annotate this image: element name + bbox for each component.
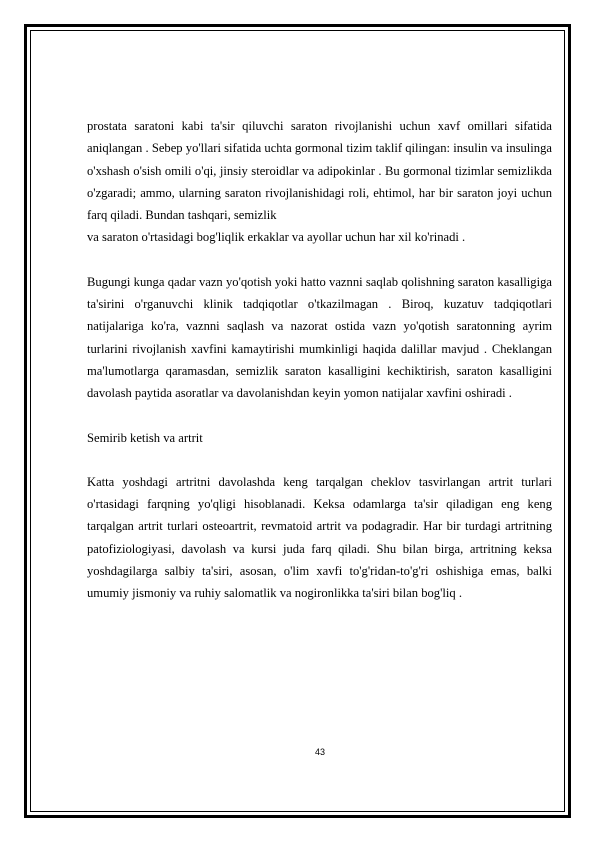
paragraph-spacer xyxy=(87,449,552,471)
paragraph-risk-factors: prostata saratoni kabi ta'sir qiluvchi saraton rivojlanishi uchun xavf omillari sifatida aniqlangan . Sebep yo'llari sifatida uchta gormonal tizim taklif qilingan: insulin va insulinga o'xshash o'sish omili o'qi, jinsiy steroidlar va adipokinlar . Bu gormonal tizimlar semizlikda o'zgaradi; ammo, ularning saraton rivojlanishidagi roli, ehtimol, har bir saraton joyi uchun farq qiladi. Bundan tashqari, semizlik xyxy=(87,119,552,223)
paragraph-weight-loss: Bugungi kunga qadar vazn yo'qotish yoki hatto vaznni saqlab qolishning saraton kasalligiga ta'sirini o'rganuvchi klinik tadqiqotlar o'tkazilmagan . Biroq, kuzatuv tadqiqotlari natijalariga ko'ra, vaznni saqlash va nazorat ostida vazn yo'qotish saratonning ayrim turlarini rivojlanish xavfini kamaytirishi mumkinligi haqida dalillar mavjud . Cheklangan ma'lumotlarga qaramasdan, semizlik saraton kasalligini kechiktirish, saraton kasalligini davolash paytida asoratlar va davolanishdan keyin yomon natijalar xavfini oshiradi . xyxy=(87,274,552,401)
document-body xyxy=(87,115,552,605)
section-heading: Semirib ketish va artrit xyxy=(87,430,203,445)
paragraph-spacer xyxy=(87,405,552,427)
paragraph-arthritis: Katta yoshdagi artritni davolashda keng tarqalgan cheklov tasvirlangan artrit turlari o'rtasidagi farqning yo'qligi hisoblanadi. Keksa odamlarga ta'sir qiladigan eng keng tarqalgan artrit turlari osteoartrit, revmatoid artrit va podagradir. Har bir turdagi artritning patofiziologiyasi, davolash va kursi juda farq qiladi. Shu bilan birga, artritning keksa yoshdagilarga salbiy ta'siri, asosan, o'lim xavfi to'g'ridan-to'g'ri oshishiga emas, balki umumiy jismoniy va ruhiy salomatlik va nogironlikka ta'siri bilan bog'liq . xyxy=(87,474,552,601)
page-number: 43 xyxy=(314,747,325,757)
paragraph-spacer xyxy=(87,249,552,271)
paragraph-sex-differences: va saraton o'rtasidagi bog'liqlik erkaklar va ayollar uchun har xil ko'rinadi . xyxy=(87,230,466,245)
